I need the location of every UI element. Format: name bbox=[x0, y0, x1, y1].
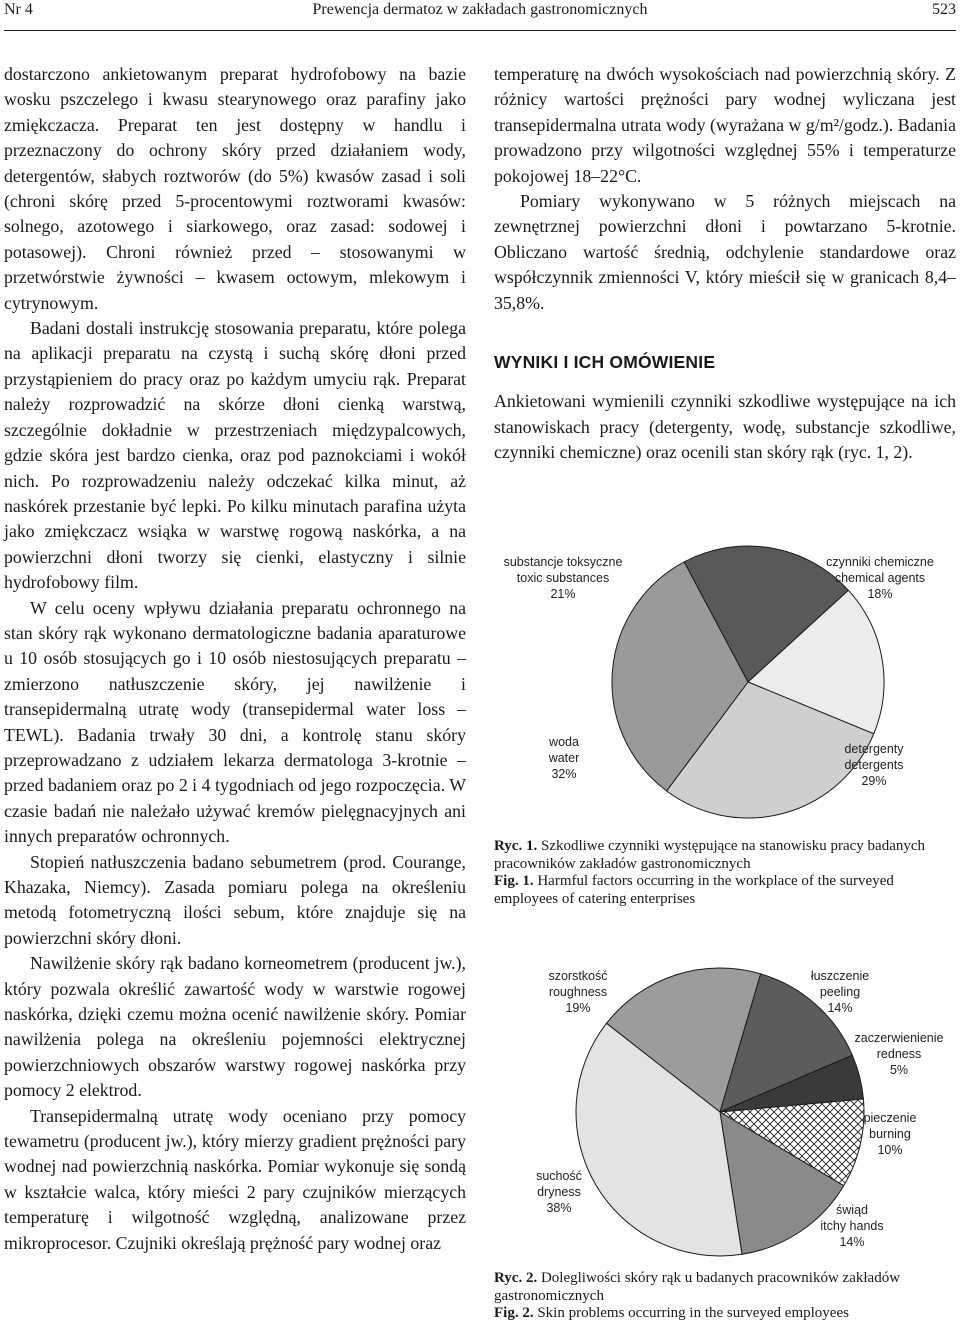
running-title: Prewencja dermatoz w zakładach gastronomicznych bbox=[312, 1, 648, 18]
slice-label-detergents: detergenty detergents 29% bbox=[844, 742, 904, 788]
paragraph: W celu oceny wpływu działania preparatu ochronnego na stan skóry rąk wykonano dermatologiczne badania aparaturowe u 10 osób stosujących go i 10 osób niestosujących preparatu – zmierzono natłuszczenie skóry, jej nawilżenie i transepidermalną utratę wody (transepidermal water loss – TEWL). Badania trwały 30 dni, a kontrolę stanu skóry przeprowadzano z udziałem lekarza dermatologa 3-krotnie – przed badaniem oraz po 2 i 4 tygodniach od jego rozpoczęcia. W czasie badań nie należało używać kremów pielęgnacyjnych ani innych preparatów ochronnych. bbox=[4, 597, 466, 847]
caption-label: Ryc. 2. bbox=[494, 1270, 538, 1286]
slice-label-toxic: substancje toksyczne toxic substances 21% bbox=[503, 555, 623, 601]
running-header bbox=[0, 0, 960, 24]
caption-en bbox=[494, 873, 956, 908]
slice-label-roughness: szorstkość roughness 19% bbox=[548, 969, 608, 1015]
slice-label-itchy-hands: świąd itchy hands 14% bbox=[820, 1203, 884, 1249]
slice-label-redness: zaczerwienienie redness 5% bbox=[854, 1031, 944, 1077]
pie-chart-harmful-factors bbox=[494, 532, 960, 832]
figure-1-caption bbox=[494, 838, 956, 908]
caption-text: Skin problems occurring in the surveyed employees bbox=[537, 1305, 849, 1322]
slice-label-chemical: czynniki chemiczne chemical agents 18% bbox=[826, 555, 934, 601]
caption-pl bbox=[494, 838, 956, 873]
slice-label-water: woda water 32% bbox=[548, 735, 580, 781]
caption-text: Harmful factors occurring in the workplace of the surveyed employees of catering enterprises bbox=[494, 873, 894, 907]
paragraph: Pomiary wykonywano w 5 różnych miejscach na zewnętrznej powierzchni dłoni i powtarzano 5-krotnie. Obliczano wartość średnią, odchylenie standardowe oraz współczynnik zmienności V, który mieścił się w granicach 8,4–35,8%. bbox=[494, 191, 956, 313]
paragraph: Transepidermalną utratę wody oceniano przy pomocy tewametru (producent jw.), który mierzy gradient prężności pary wodnej nad powierzchnią naskórka. Pomiar wykonuje się sondą w kształcie walca, który mieści 2 pary czujników mierzących temperaturę i wilgotność względną, analizowane przez mikroprocesor. Czujniki określają prężność pary wodnej oraz bbox=[4, 1105, 466, 1253]
caption-label: Fig. 2. bbox=[494, 1305, 534, 1322]
caption-label: Ryc. 1. bbox=[494, 838, 538, 854]
paragraph: Nawilżenie skóry rąk badano korneometrem (producent jw.), który pozwala określić zawartość wody w warstwie rogowej naskórka, dzięki czemu można ocenić nawilżenie skóry. Pomiar nawilżenia polega na określeniu pojemności elektrycznej powierzchniowych obszarów warstwy rogowej naskórka przy pomocy 2 elektrod. bbox=[4, 953, 466, 1101]
slice-label-peeling: łuszczenie peeling 14% bbox=[810, 969, 870, 1015]
header-rule bbox=[4, 30, 956, 31]
caption-label: Fig. 1. bbox=[494, 873, 534, 890]
paragraph: temperaturę na dwóch wysokościach nad powierzchnią skóry. Z różnicy wartości prężności pary wodnej wyliczana jest transepidermalna utrata wody (wyrażana w g/m²/godz.). Badania prowadzono przy wilgotności względnej 55% i temperaturze pokojowej 18–22°C. bbox=[494, 64, 956, 186]
paragraph: dostarczono ankietowanym preparat hydrofobowy na bazie wosku pszczelego i kwasu stearynowego oraz parafiny jako zmiękczacza. Preparat ten jest dostępny w handlu i przeznaczony do ochrony skóry przed działaniem wody, detergentów, słabych roztworów (do 5%) kwasów zasad i soli (chroni skórę przed 5-procentowymi roztworami kwasów: solnego, azotowego i siarkowego, oraz zasad: sodowej i potasowej). Chroni również przed – stosowanymi w przetwórstwie żywności – kwasem octowym, mlekowym i cytrynowym. bbox=[4, 64, 466, 313]
paragraph: Badani dostali instrukcję stosowania preparatu, które polega na aplikacji preparatu na czystą i suchą skórę dłoni przed przystąpieniem do pracy oraz po każdym umyciu rąk. Preparat należy rozprowadzić na skórze dłoni cienką warstwą, szczególnie dokładnie w przestrzeniach międzypalcowych, gdzie skóra jest bardzo cienka, oraz pod paznokciami i wokół nich. Po rozprowadzeniu należy odczekać kilka minut, aż naskórek przestanie być lepki. Po kilku minutach parafina użyta jako zmiękczacz wsiąka w warstwę rogową naskórka, a na powierzchni dłoni tworzy się cienki, elastyczny i silnie hydrofobowy film. bbox=[4, 318, 466, 593]
slice-label-burning: pieczenie burning 10% bbox=[863, 1111, 917, 1157]
paragraph: Ankietowani wymienili czynniki szkodliwe występujące na ich stanowiskach pracy (detergenty, wodę, substancje szkodliwe, czynniki chemiczne) oraz ocenili stan skóry rąk (ryc. 1, 2). bbox=[494, 391, 956, 463]
slice-label-dryness: suchość dryness 38% bbox=[536, 1169, 582, 1215]
caption-text: Szkodliwe czynniki występujące na stanowisku pracy badanych pracowników zakładów gastronomicznych bbox=[494, 838, 926, 872]
page-number: 523 bbox=[932, 1, 956, 18]
right-column bbox=[494, 62, 956, 466]
left-column bbox=[4, 62, 466, 1256]
caption-en bbox=[494, 1305, 956, 1323]
issue-number: Nr 4 bbox=[4, 1, 33, 18]
caption-text: Dolegliwości skóry rąk u badanych pracowników zakładów gastronomicznych bbox=[494, 1270, 901, 1304]
pie-chart-skin-problems bbox=[494, 960, 960, 1260]
paragraph: Stopień natłuszczenia badano sebumetrem (prod. Courange, Khazaka, Niemcy). Zasada pomiaru polega na określeniu metodą fotometryczną ilości sebum, które znajduje się na powierzchni skóry dłoni. bbox=[4, 851, 466, 948]
figure-2-caption bbox=[494, 1270, 956, 1323]
section-heading: WYNIKI I ICH OMÓWIENIE bbox=[494, 352, 716, 373]
caption-pl bbox=[494, 1270, 956, 1305]
